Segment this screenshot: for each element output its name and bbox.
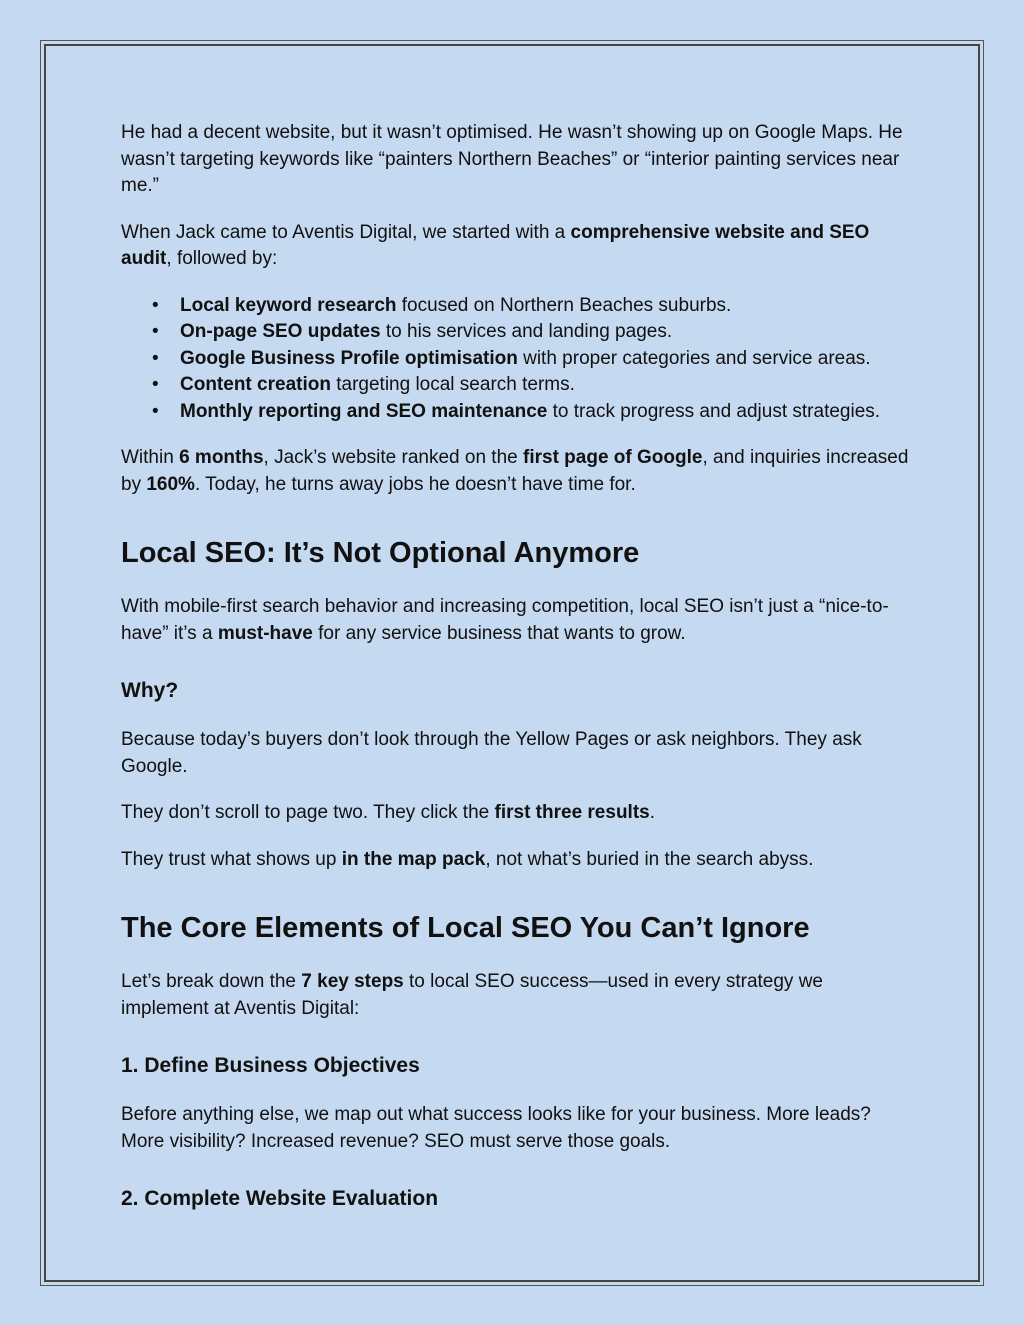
text: to local SEO success—used in every strategy we implement at Aventis Digital:	[121, 971, 823, 1019]
bold-text: comprehensive website and SEO audit	[121, 221, 870, 269]
heading-step-2: 2. Complete Website Evaluation	[121, 1187, 439, 1210]
list-item	[152, 346, 911, 373]
list-item	[152, 319, 911, 346]
text: to his services and landing pages.	[380, 321, 673, 342]
bold-text: first page of Google	[523, 447, 703, 468]
paragraph-key-steps	[121, 969, 911, 1022]
bold-text: Local keyword research	[180, 294, 397, 316]
heading-why: Why?	[121, 679, 179, 702]
bold-text: must-have	[217, 622, 313, 644]
paragraph-buyers: Because today’s buyers don’t look through the Yellow Pages or ask neighbors. They ask Google.	[121, 729, 862, 777]
paragraph-map-pack	[121, 847, 911, 874]
bullet-icon: •	[152, 374, 159, 395]
heading-core-elements: The Core Elements of Local SEO You Can’t Ignore	[121, 912, 810, 944]
list-item	[152, 372, 911, 399]
document-body	[121, 120, 911, 1235]
bullet-icon: •	[152, 347, 159, 369]
bold-text: Monthly reporting and SEO maintenance	[180, 400, 548, 422]
text: , not what’s buried in the search abyss.	[485, 848, 814, 870]
bullet-icon: •	[152, 294, 159, 316]
paragraph-intro: He had a decent website, but it wasn’t optimised. He wasn’t showing up on Google Maps. He wasn’t targeting keywords like “painters Northern Beaches” or “interior painting services near me.”	[121, 122, 903, 196]
bold-text: On-page SEO updates	[180, 321, 381, 342]
bold-text: Google Business Profile optimisation	[180, 347, 518, 369]
text: .	[649, 802, 656, 823]
text: to track progress and adjust strategies.	[547, 400, 881, 422]
text: . Today, he turns away jobs he doesn’t have time for.	[194, 473, 636, 495]
text: , Jack’s website ranked on the	[263, 447, 523, 468]
text: with proper categories and service areas.	[517, 347, 871, 369]
text: Let’s break down the	[121, 971, 302, 992]
list-item	[152, 399, 911, 426]
paragraph-scroll	[121, 800, 911, 827]
bold-text: 6 months	[179, 447, 264, 468]
bullet-icon: •	[152, 400, 159, 422]
text: When Jack came to Aventis Digital, we started with a	[121, 221, 571, 243]
bold-text: 160%	[146, 473, 195, 495]
text: , followed by:	[166, 248, 278, 269]
paragraph-audit	[121, 220, 911, 273]
bold-text: first three results	[494, 802, 650, 823]
paragraph-results	[121, 445, 911, 498]
paragraph-objectives: Before anything else, we map out what success looks like for your business. More leads? More visibility? Increased revenue? SEO must serve those goals.	[121, 1104, 871, 1152]
heading-step-1: 1. Define Business Objectives	[121, 1054, 420, 1077]
heading-local-seo: Local SEO: It’s Not Optional Anymore	[121, 537, 640, 569]
bold-text: Content creation	[180, 374, 331, 395]
paragraph-mobile-first	[121, 594, 911, 647]
list-item	[152, 293, 911, 320]
text: Within	[121, 447, 180, 468]
text: They trust what shows up	[121, 848, 342, 870]
text: for any service business that wants to grow.	[312, 622, 686, 644]
text: targeting local search terms.	[330, 374, 575, 395]
bullet-icon: •	[152, 321, 159, 342]
text: , and inquiries increased by	[121, 447, 909, 495]
bold-text: 7 key steps	[301, 971, 404, 992]
bold-text: in the map pack	[341, 848, 486, 870]
text: With mobile-first search behavior and increasing competition, local SEO isn’t just a “nice-to-have” it’s a	[121, 596, 889, 644]
text: They don’t scroll to page two. They click the	[121, 802, 495, 823]
text: focused on Northern Beaches suburbs.	[396, 294, 732, 316]
service-list	[121, 293, 911, 426]
